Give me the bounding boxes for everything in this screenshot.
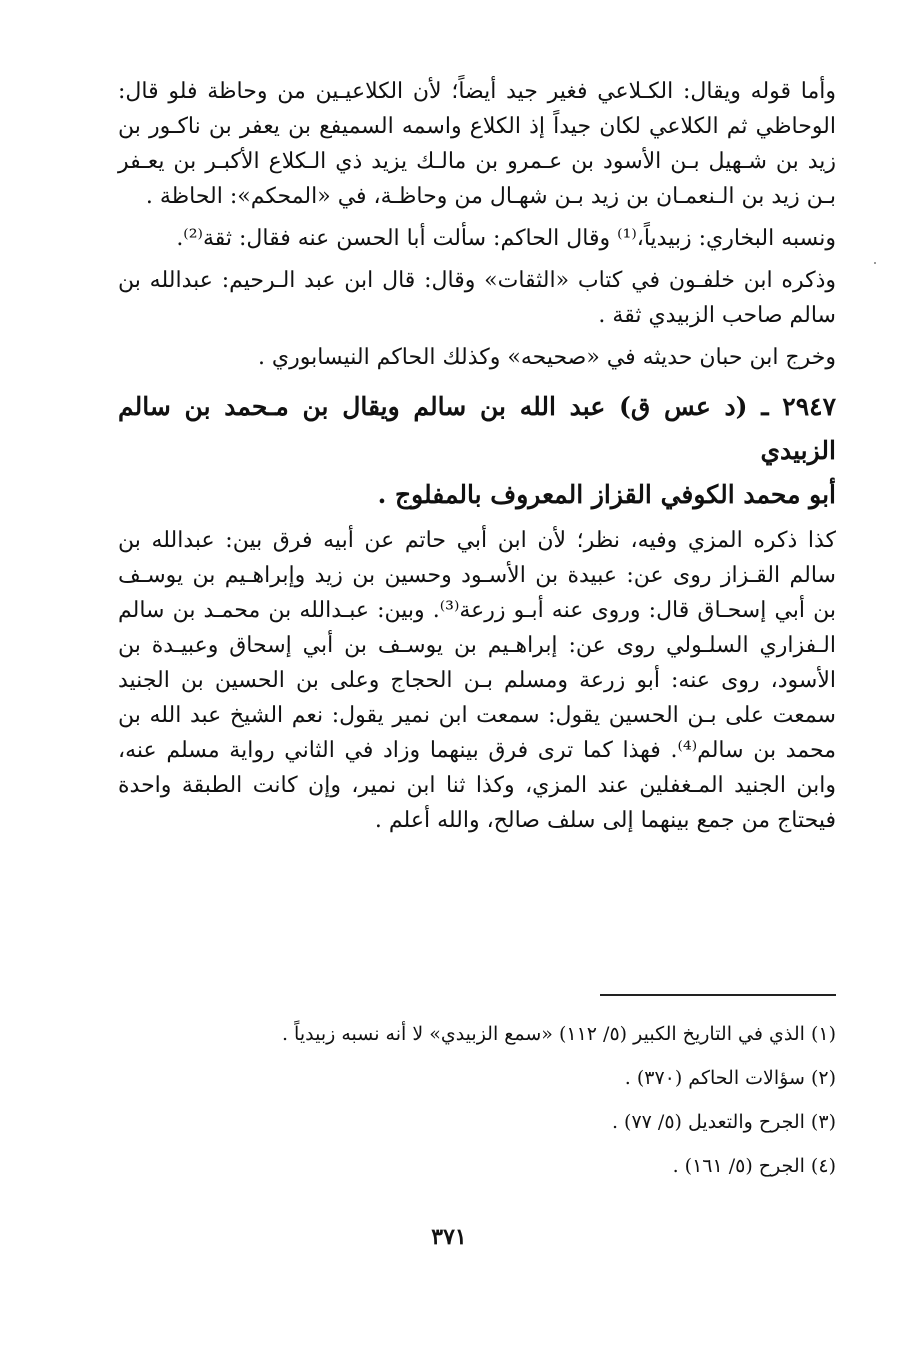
- paragraph-ibn-hibban: وخرج ابن حبان حديثه في «صحيحه» وكذلك الحاكم النيسابوري .: [257, 345, 836, 370]
- entry-heading-line2: أبو محمد الكوفي القزاز المعروف بالمفلوج .: [377, 480, 836, 509]
- entry-heading-line1: ٢٩٤٧ ـ (د عس ق) عبد الله بن سالم ويقال بن مـحمد بن سالم الزبيدي: [118, 392, 836, 465]
- paragraph-kalai: وأما قوله ويقال: الكـلاعي فغير جيد أيضاً؛ لأن الكلاعيـين من وحاظة فلو قال: الوحاظي ثم الكلاعي لكان جيداً إذ الكلاع واسمه السميفع بن يعفر بن ناكـور بن زيد بن شـهيل بـن الأسود بن عـمرو بن مالـك يزيد ذي الـكلاع الأكبـر بن يعـفر بـن زيد بن الـنعمـان بن زيد بـن شهـال من وحاظـة، في «المحكم»: الحاظة .: [118, 79, 836, 209]
- paragraph-bukhari: ونسبه البخاري: زبيدياً،⁽¹⁾ وقال الحاكم: سألت أبا الحسن عنه فقال: ثقة⁽²⁾.: [176, 226, 836, 251]
- footnote-4: (٤) الجرح (٥/ ١٦١) .: [672, 1155, 836, 1177]
- footnote-2: (٢) سؤالات الحاكم (٣٧٠) .: [624, 1067, 836, 1089]
- paragraph-ibn-khalfun: وذكره ابن خلفـون في كتاب «الثقات» وقال: قال ابن عبد الـرحيم: عبدالله بن سالم صاحب الزبيدي ثقة .: [118, 268, 836, 328]
- margin-mark: [874, 262, 876, 264]
- entry-body: كذا ذكره المزي وفيه، نظر؛ لأن ابن أبي حاتم عن أبيه فرق بين: عبدالله بن سالم القـزاز روى عن: عبيدة بن الأسـود وحسين بن زيد وإبراهـيم بن يوسـف بن أبي إسحـاق قال: وروى عنه أبـو زرعة⁽³⁾. وبين: عبـدالله بن محمـد بن سالم الـفزاري السلـولي روى عن: إبراهـيم بن يوسـف بن أبي إسحاق وعبيـدة بن الأسود، روى عنه: أبو زرعة ومسلم بـن الحجاج وعلى بن الحسين بن الجنيد سمعت على بـن الحسين يقول: سمعت ابن نمير يقول: نعم الشيخ عبد الله بن محمد بن سالم⁽⁴⁾. فهذا كما ترى فرق بينهما وزاد في الثاني رواية مسلم عنه، وابن الجنيد المـغفلين عند المزي، وكذا ثنا ابن نمير، وإن كانت الطبقة واحدة فيحتاج من جمع بينهما إلى سلف صالح، والله أعلم .: [118, 528, 836, 833]
- footnote-divider: [600, 994, 836, 996]
- footnotes: [136, 1012, 836, 1188]
- main-text: [118, 74, 836, 838]
- page-number: ٣٧١: [431, 1224, 467, 1250]
- footnote-3: (٣) الجرح والتعديل (٥/ ٧٧) .: [611, 1111, 836, 1133]
- footnote-1: (١) الذي في التاريخ الكبير (٥/ ١١٢) «سمع الزبيدي» لا أنه نسبه زبيدياً .: [281, 1023, 836, 1045]
- entry-heading: [118, 385, 836, 517]
